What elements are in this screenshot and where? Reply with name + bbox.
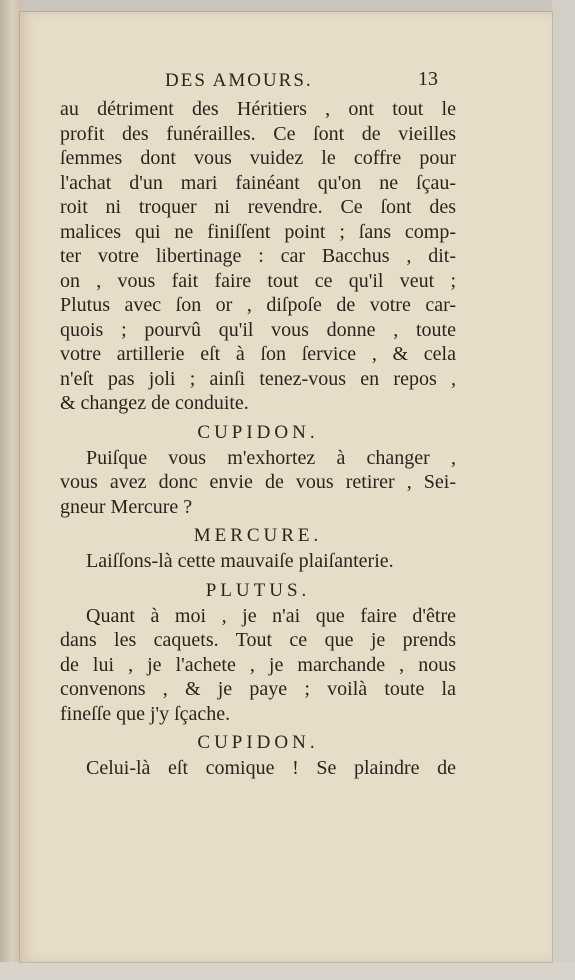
speaker-heading: PLUTUS. [205, 579, 311, 601]
text-line: on , vous fait faire tout ce qu'il veut ; [60, 269, 456, 292]
text-line: malices qui ne finiſſent point ; ſans comp- [60, 220, 456, 243]
running-head: DES AMOURS. [165, 70, 313, 91]
text-line: gneur Mercure ? [60, 495, 193, 518]
text-line: n'eſt pas joli ; ainſi tenez-vous en repos , [60, 367, 456, 390]
text-line: fineſſe que j'y ſçache. [60, 702, 231, 725]
text-line: dans les caquets. Tout ce que je prends [60, 629, 456, 651]
text-line: & changez de conduite. [60, 392, 249, 414]
text-line: convenons , & je paye ; voilà toute la [60, 678, 456, 700]
speaker-heading: MERCURE. [193, 525, 323, 546]
scan-background-right [552, 0, 575, 980]
text-line: Plutus avec ſon or , diſpoſe de votre car- [60, 294, 456, 316]
text-line: quois ; pourvû qu'il vous donne , toute [60, 318, 456, 341]
text-line: de lui , je l'achete , je marchande , nous [60, 653, 456, 676]
text-line: vous avez donc envie de vous retirer , Sei- [60, 471, 456, 493]
speaker-heading: CUPIDON. [197, 732, 319, 753]
text-line: Puiſque vous m'exhortez à changer , [86, 446, 456, 469]
page-body [60, 97, 456, 781]
book-gutter-edge [0, 0, 22, 980]
speaker-heading: CUPIDON. [197, 421, 319, 443]
text-line: ter votre libertinage : car Bacchus , dit- [60, 245, 456, 267]
text-line: profit des funérailles. Ce ſont de vieilles [60, 122, 456, 145]
text-line: Laiſſons-là cette mauvaiſe plaiſanterie. [86, 550, 394, 572]
text-line: au détriment des Héritiers , ont tout le [60, 98, 456, 120]
text-line: l'achat d'un mari fainéant qu'on ne ſçau- [60, 171, 456, 194]
text-line: roit ni troquer ni revendre. Ce ſont des [60, 196, 456, 218]
page-number: 13 [418, 68, 438, 90]
text-line: Quant à moi , je n'ai que faire d'être [86, 604, 456, 627]
text-line: votre artillerie eſt à ſon ſervice , & cela [60, 343, 456, 365]
text-line: ſemmes dont vous vuidez le coffre pour [60, 147, 456, 169]
text-line: Celui-là eſt comique ! Se plaindre de [86, 757, 456, 779]
scan-background-bottom [0, 962, 575, 980]
